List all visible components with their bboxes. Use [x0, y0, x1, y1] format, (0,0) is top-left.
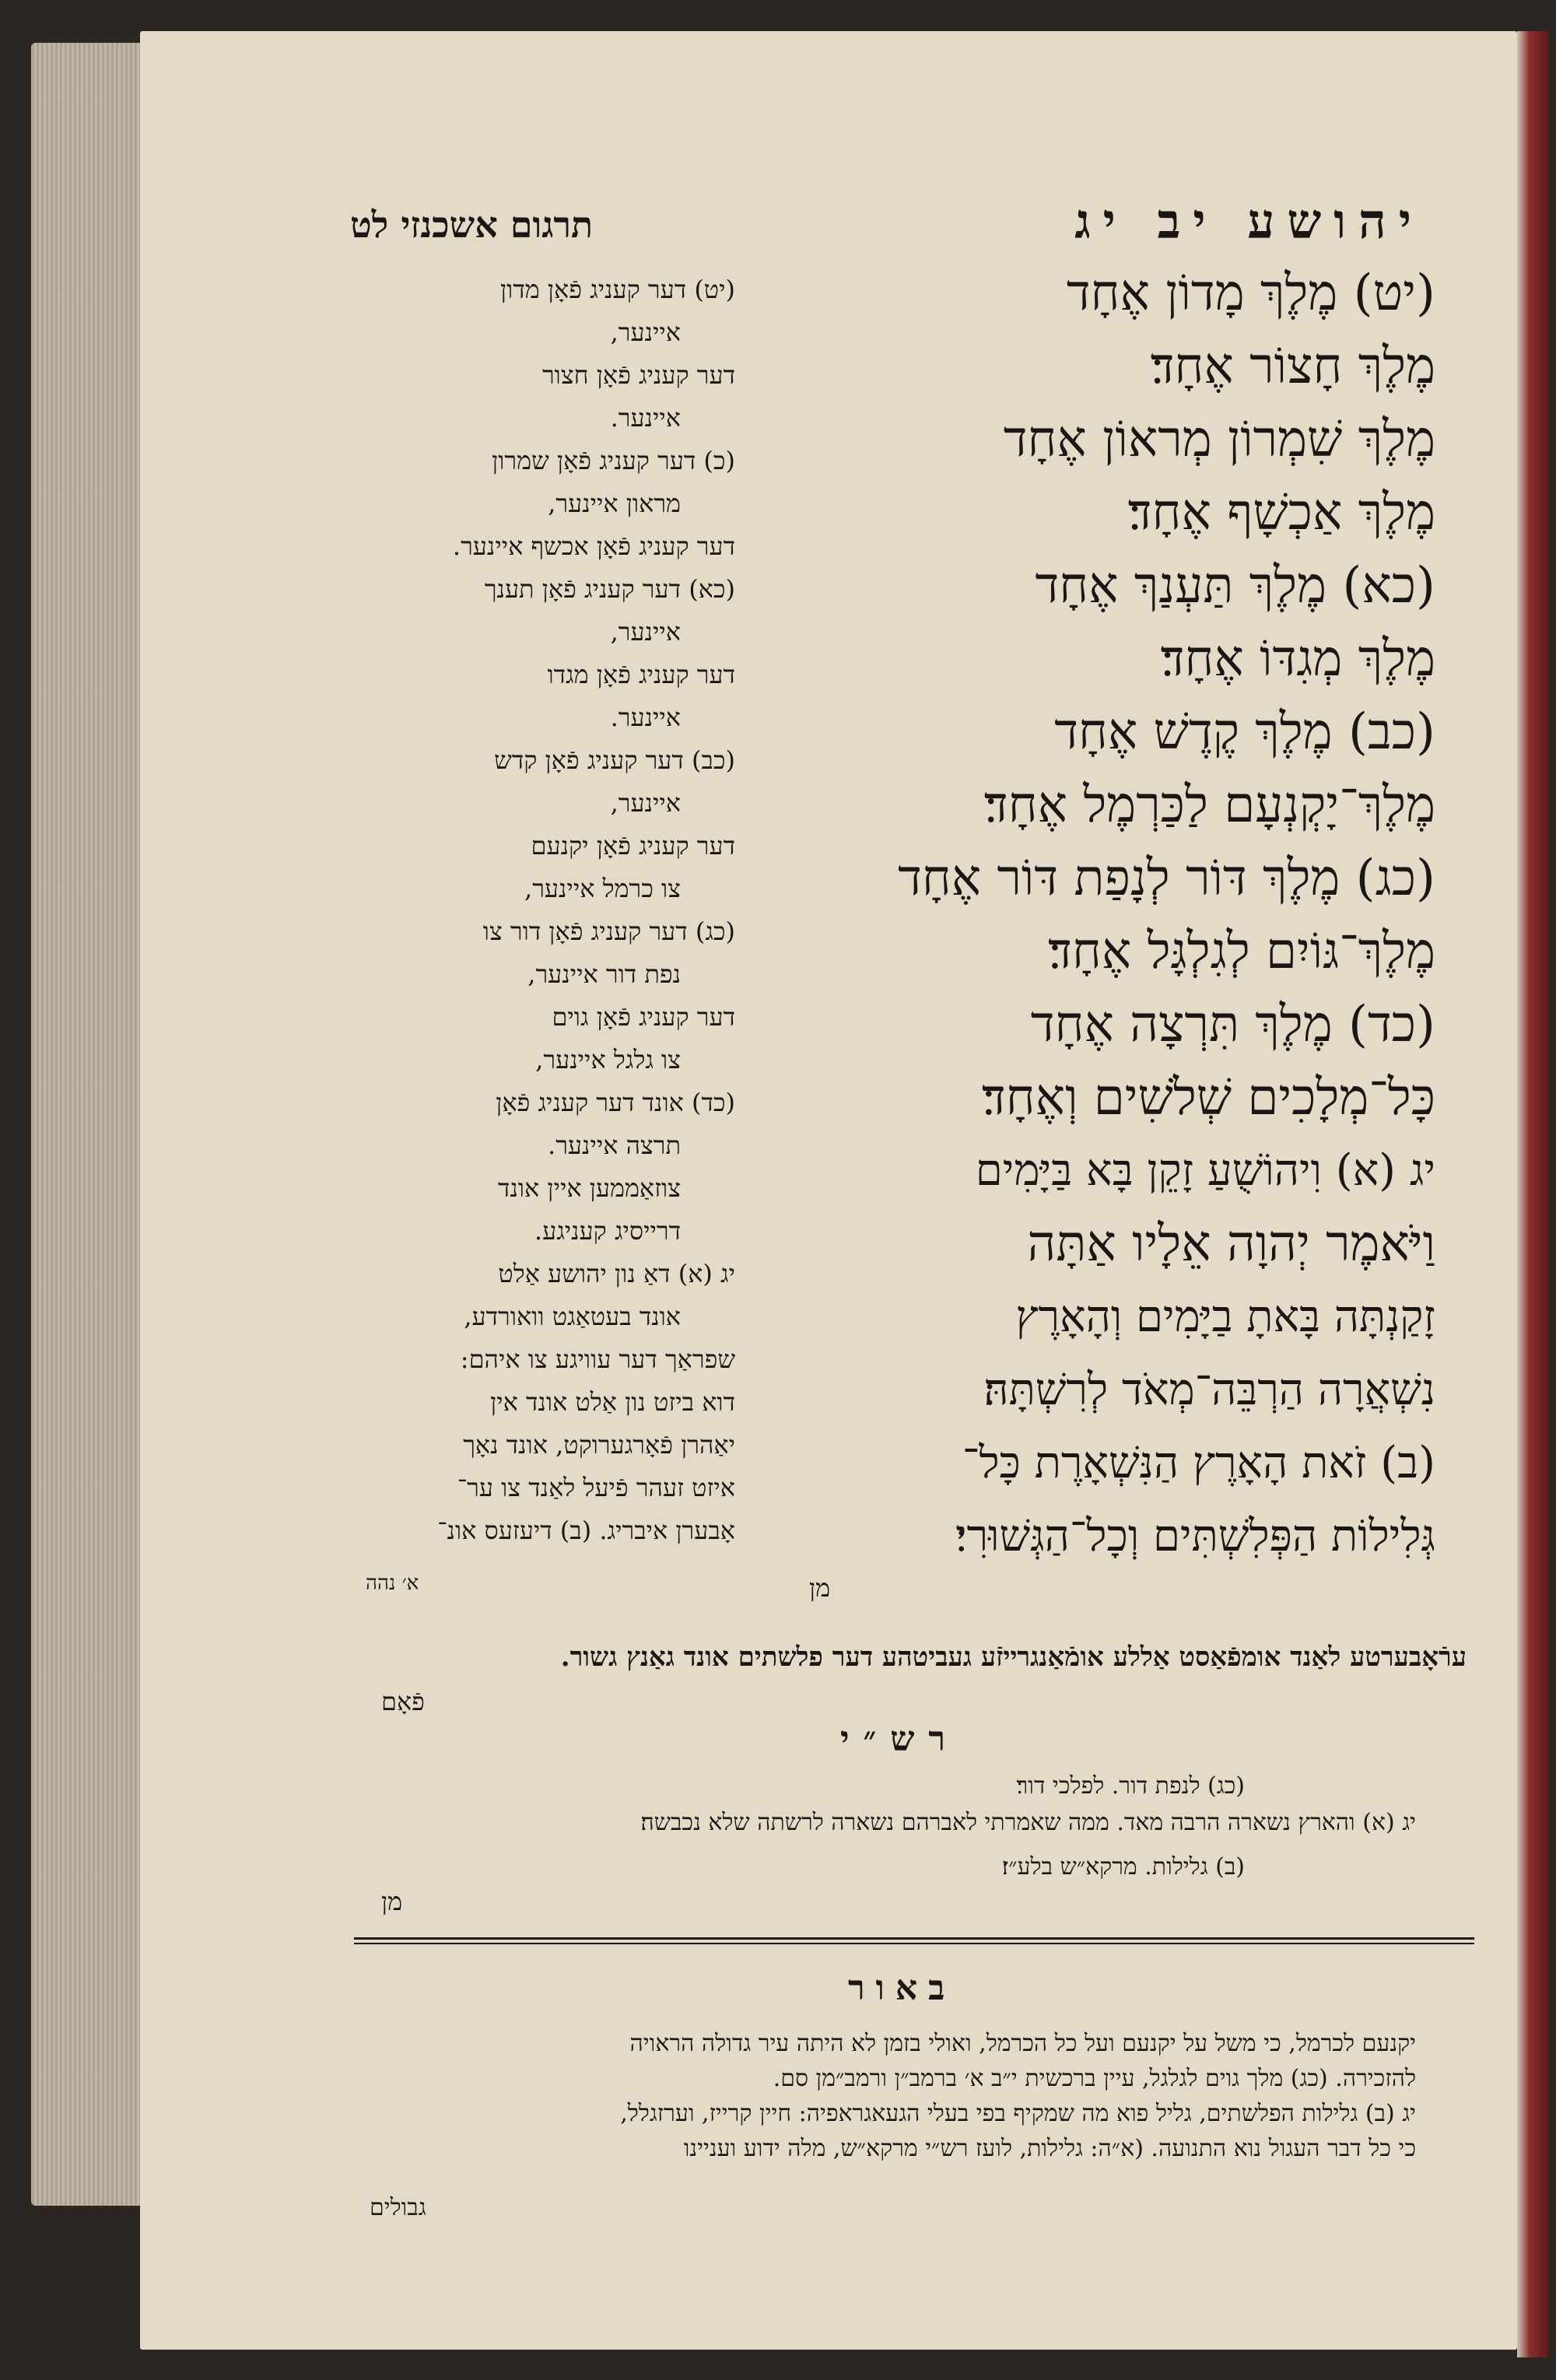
targum-line: דער קעניג פֿאָן חצור	[541, 360, 735, 390]
verse-line: וַיֹּאמֶר יְהוָה אֵלָיו אַתָּה	[1027, 1215, 1435, 1273]
biur-line: יקנעם לכרמל, כי משל על יקנעם ועל כל הכרמל, ואולי בזמן לא היתה עיר גדולה הראויה	[629, 2030, 1416, 2057]
rashi-heading: רש״י	[840, 1719, 960, 1759]
targum-line: (כ) דער קעניג פֿאָן שמרון	[492, 446, 735, 475]
section-divider	[354, 1943, 1474, 1944]
verse-line: מֶלֶךְ־גּוֹיִם לְגִלְגָּל אֶחָד׃	[1048, 923, 1435, 980]
verse-line: מֶלֶךְ־יָקְנְעָם לַכַּרְמֶל אֶחָד׃	[983, 776, 1435, 834]
verse-line: כָּל־מְלָכִים שְׁלֹשִׁים וְאֶחָד׃	[982, 1069, 1435, 1127]
targum-line: דער קעניג פֿאָן גוים	[552, 1002, 735, 1032]
targum-line: תרצה איינער.	[548, 1130, 681, 1160]
targum-line: (כב) דער קעניג פֿאָן קדש	[494, 745, 735, 775]
verse-line: מֶלֶךְ חָצוֹר אֶחָד׃	[1150, 338, 1435, 395]
page-running-title: יהושע יב יג	[1074, 193, 1424, 250]
rashi-line: (כג) לנפת דור. לפלכי דור׃	[1016, 1772, 1245, 1800]
targum-line: איינער,	[610, 788, 681, 818]
verse-line: (כא) מֶלֶךְ תַּעְנַךְ אֶחָד	[1035, 557, 1435, 615]
targum-line: צוזאַממען איין אונד	[498, 1173, 681, 1203]
rashi-line: יג (א) והארץ נשארה הרבה מאד. ממה שאמרתי לאברהם נשארה לרשתה שלא נכבשה׃	[640, 1809, 1416, 1836]
biur-line: להזכירה. (כג) מלך גוים לגלגל, עיין ברכשית י״ב א׳ ברמב״ן ורמב״מן סם.	[773, 2065, 1416, 2092]
targum-line: דרייסיג קעניגע.	[534, 1216, 681, 1246]
targum-line: דער קעניג פֿאָן אכשף איינער.	[452, 531, 735, 561]
targum-line: (כא) דער קעניג פֿאָן תענך	[484, 574, 735, 604]
book-binding-edge	[1517, 31, 1548, 2357]
verse-column	[743, 257, 1435, 1573]
targum-line: איזט זעהר פֿיעל לאַנד צו ער־	[457, 1473, 735, 1502]
targum-line: איינער,	[610, 317, 681, 347]
verse-line: (כד) מֶלֶךְ תִּרְצָה אֶחָד	[1030, 996, 1435, 1053]
verse-line: מֶלֶךְ אַכְשָׁף אֶחָד׃	[1127, 484, 1435, 542]
targum-line: איינער.	[610, 703, 681, 732]
biur-line: כי כל דבר העגול נוא התנועה. (א״ה: גלילות, לועז רש״י מרקא״ש, מלה ידוע ועניינו	[683, 2135, 1416, 2162]
targum-line: איינער,	[610, 617, 681, 647]
biur-heading: באור	[848, 1968, 956, 2008]
verse-line: (יט) מֶלֶךְ מָדוֹן אֶחָד	[1066, 265, 1435, 322]
targum-line: (יט) דער קעניג פֿאָן מדון	[499, 275, 735, 304]
verse-line: מֶלֶךְ שִׁמְרוֹן מְראוֹן אֶחָד	[1003, 411, 1435, 468]
targum-running-title: תרגום אשכנזי לט	[350, 204, 594, 246]
targum-line: צו גלגל איינער,	[535, 1045, 681, 1074]
targum-line: יג (א) דאַ נון יהושע אַלט	[498, 1259, 735, 1288]
targum-line: איינער.	[610, 403, 681, 433]
book-page-edges	[31, 43, 140, 2206]
targum-line: דער קעניג פֿאָן מגדו	[547, 660, 735, 689]
targum-line: שפראַך דער עוויגע צו איהם:	[460, 1344, 735, 1374]
targum-line: (כג) דער קעניג פֿאָן דור צו	[482, 917, 735, 946]
targum-line: אָבערן איבריג. (ב) דיעזעס אונ־	[437, 1516, 735, 1545]
biur-catchword: גבולים	[370, 2194, 426, 2221]
targum-line: יאַהרן פֿאָרגערוקט, אונד נאָך	[463, 1430, 735, 1460]
targum-line: דוא ביזט נון אַלט אונד אין	[490, 1387, 735, 1417]
variant-note: א׳ נהה	[366, 1572, 419, 1595]
verse-line: נִשְׁאֲרָה הַרְבֵּה־מְאֹד לְרִשְׁתָּהּ׃	[983, 1365, 1435, 1415]
verse-line: זָקַנְתָּה בָּאתָ בַיָּמִים וְהָאָרֶץ	[1015, 1292, 1435, 1342]
targum-line: מראון איינער,	[548, 489, 681, 518]
section-divider	[354, 1937, 1474, 1940]
verse-line: גְּלִילוֹת הַפְּלִשְׁתִּים וְכָל־הַגְּשׁוּרִי׃	[955, 1511, 1435, 1562]
targum-line: (כד) אונד דער קעניג פֿאָן	[496, 1088, 735, 1117]
targum-catchword: פֿאָם	[381, 1687, 425, 1716]
targum-line: נפת דור איינער,	[527, 959, 681, 989]
verse-line: (כב) מֶלֶךְ קֶדֶשׁ אֶחָד	[1054, 703, 1435, 761]
verse-line: (ב) זֹאת הָאָרֶץ הַנִּשְׁאָרֶת כָּל־	[962, 1438, 1435, 1488]
biur-line: יג (ב) גלילות הפלשתים, גליל פוא מה שמקיף בפי בעלי הגעאגראפיה: חיין קרייז, וערזגלל,	[620, 2100, 1416, 2127]
verse-line: (כג) מֶלֶךְ דּוֹר לְנָפַת דּוֹר אֶחָד	[898, 850, 1435, 907]
targum-line: צו כרמל איינער,	[524, 874, 681, 903]
targum-continuation-line: ערֿאָבערטע לאַנד אומפֿאַסט אַללע אומֿאַנגרייזֿע געביטהע דער פלשתים אונד גאַנץ גשור.	[560, 1642, 1467, 1673]
verse-line: יג (א) וִיהוֹשֻׁעַ זָקֵן בָּא בַּיָּמִים	[975, 1145, 1435, 1196]
targum-column	[346, 268, 735, 1552]
targum-line: אונד בעטאַגט וואורדע,	[464, 1302, 681, 1331]
rashi-line: (ב) גלילות. מרקא״ש בלע״ז׃	[1001, 1853, 1245, 1881]
verse-line: מֶלֶךְ מְגִדּוֹ אֶחָד׃	[1160, 630, 1435, 688]
catchword-right: מן	[809, 1573, 831, 1603]
rashi-catchword: מן	[381, 1887, 403, 1916]
targum-line: דער קעניג פֿאָן יקנעם	[531, 831, 735, 861]
